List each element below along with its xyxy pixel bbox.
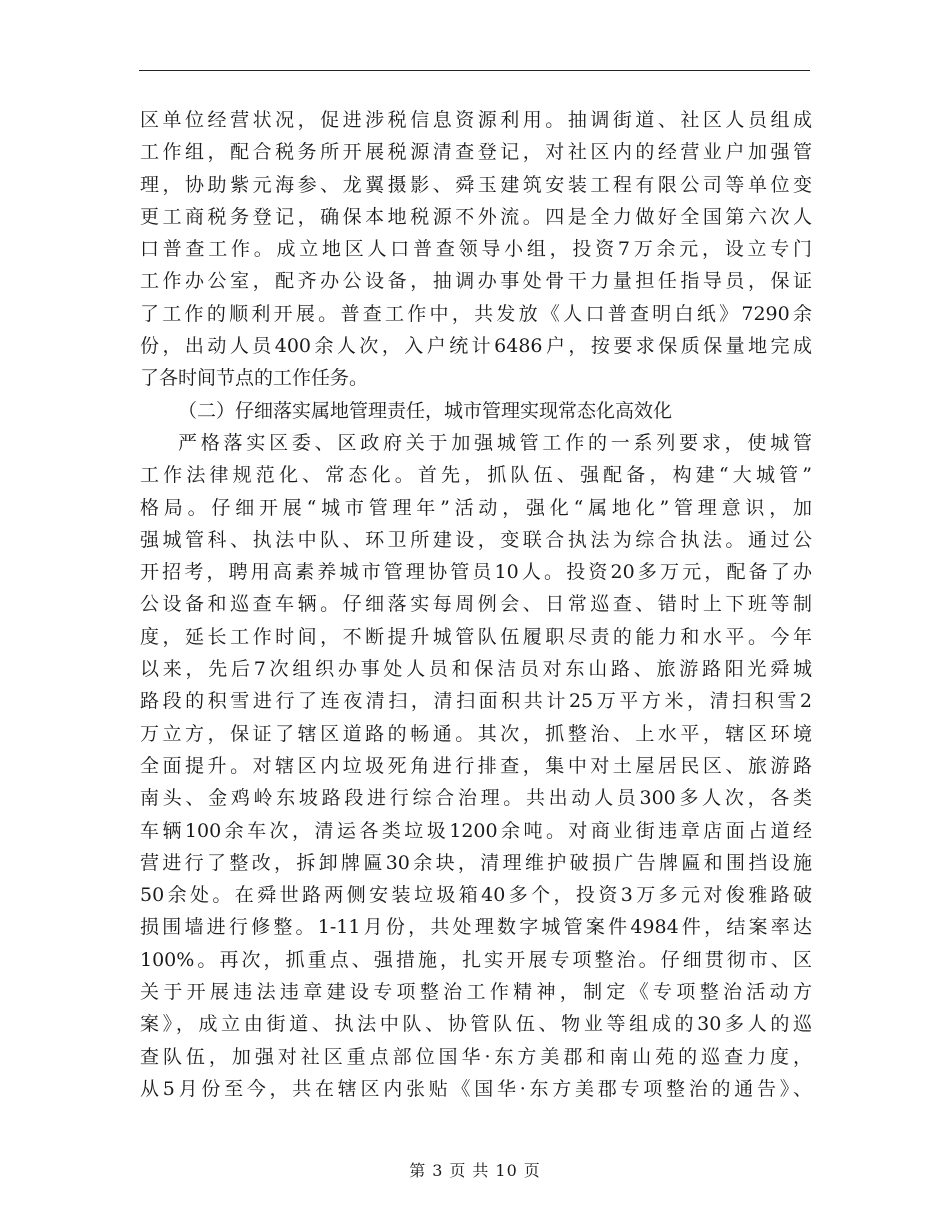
text-line: 公设备和巡查车辆。仔细落实每周例会、日常巡查、错时上下班等制: [140, 593, 812, 616]
total-pages: 10: [495, 1161, 518, 1180]
total-label: 共: [472, 1161, 490, 1180]
text-line: 查队伍，加强对社区重点部位国华·东方美郡和南山苑的巡查力度，: [140, 1045, 812, 1068]
page-label-mid: 页: [449, 1161, 467, 1180]
text-line: 了各时间节点的工作任务。: [140, 367, 369, 390]
text-line: 案》，成立由街道、执法中队、协管队伍、物业等组成的30多人的巡: [140, 1013, 812, 1036]
text-line: 南头、金鸡岭东坡路段进行综合治理。共出动人员300多人次，各类: [140, 787, 812, 810]
header-rule: [139, 70, 810, 71]
text-line: 损围墙进行修整。1-11月份，共处理数字城管案件4984件，结案率达: [140, 916, 812, 939]
text-line: 100%。再次，抓重点、强措施，扎实开展专项整治。仔细贯彻市、区: [140, 948, 812, 971]
text-line: 从5月份至今，共在辖区内张贴《国华·东方美郡专项整治的通告》、: [140, 1077, 812, 1100]
text-line: 50余处。在舜世路两侧安装垃圾箱40多个，投资3万多元对俊雅路破: [140, 884, 812, 907]
text-line: 严格落实区委、区政府关于加强城管工作的一系列要求，使城管: [178, 431, 812, 454]
text-line: 了工作的顺利开展。普查工作中，共发放《人口普查明白纸》7290余: [140, 302, 812, 325]
section-heading: （二）仔细落实属地管理责任，城市管理实现常态化高效化: [178, 399, 673, 422]
text-line: 开招考，聘用高素养城市管理协管员10人。投资20多万元，配备了办: [140, 561, 812, 584]
text-line: 区单位经营状况，促进涉税信息资源利用。抽调街道、社区人员组成: [140, 109, 812, 131]
text-line: 强城管科、执法中队、环卫所建设，变联合执法为综合执法。通过公: [140, 528, 812, 551]
paragraph-urban-management: [140, 427, 812, 1105]
page-number: 3: [432, 1161, 444, 1180]
text-line: 度，延长工作时间，不断提升城管队伍履职尽责的能力和水平。今年: [140, 625, 812, 648]
text-line: 营进行了整改，拆卸牌匾30余块，清理维护破损广告牌匾和围挡设施: [140, 851, 812, 874]
paragraph-tax-and-census: [140, 104, 812, 395]
page-footer: [0, 1158, 950, 1181]
text-line: 工作组，配合税务所开展税源清查登记，对社区内的经营业户加强管: [140, 141, 812, 164]
text-line: 路段的积雪进行了连夜清扫，清扫面积共计25万平方米，清扫积雪2: [140, 690, 812, 713]
text-line: 理，协助紫元海参、龙翼摄影、舜玉建筑安装工程有限公司等单位变: [140, 173, 812, 196]
text-line: 工作办公室，配齐办公设备，抽调办事处骨干力量担任指导员，保证: [140, 270, 812, 293]
text-line: 关于开展违法违章建设专项整治工作精神，制定《专项整治活动方: [140, 981, 812, 1004]
text-line: 口普查工作。成立地区人口普查领导小组，投资7万余元，设立专门: [140, 238, 812, 261]
text-line: 格局。仔细开展“城市管理年”活动，强化“属地化”管理意识，加: [140, 496, 812, 519]
text-line: 全面提升。对辖区内垃圾死角进行排查，集中对土屋居民区、旅游路: [140, 754, 812, 777]
text-line: 份，出动人员400余人次，入户统计6486户，按要求保质保量地完成: [140, 335, 812, 358]
page-label-suffix: 页: [523, 1161, 541, 1180]
text-line: 工作法律规范化、常态化。首先，抓队伍、强配备，构建“大城管”: [140, 464, 812, 487]
text-line: 以来，先后7次组织办事处人员和保洁员对东山路、旅游路阳光舜城: [140, 658, 812, 681]
page-label-prefix: 第: [409, 1161, 427, 1180]
text-line: 更工商税务登记，确保本地税源不外流。四是全力做好全国第六次人: [140, 205, 812, 228]
text-line: 万立方，保证了辖区道路的畅通。其次，抓整治、上水平，辖区环境: [140, 722, 812, 745]
text-line: 车辆100余车次，清运各类垃圾1200余吨。对商业街违章店面占道经: [140, 819, 812, 842]
document-body: [140, 104, 812, 1105]
